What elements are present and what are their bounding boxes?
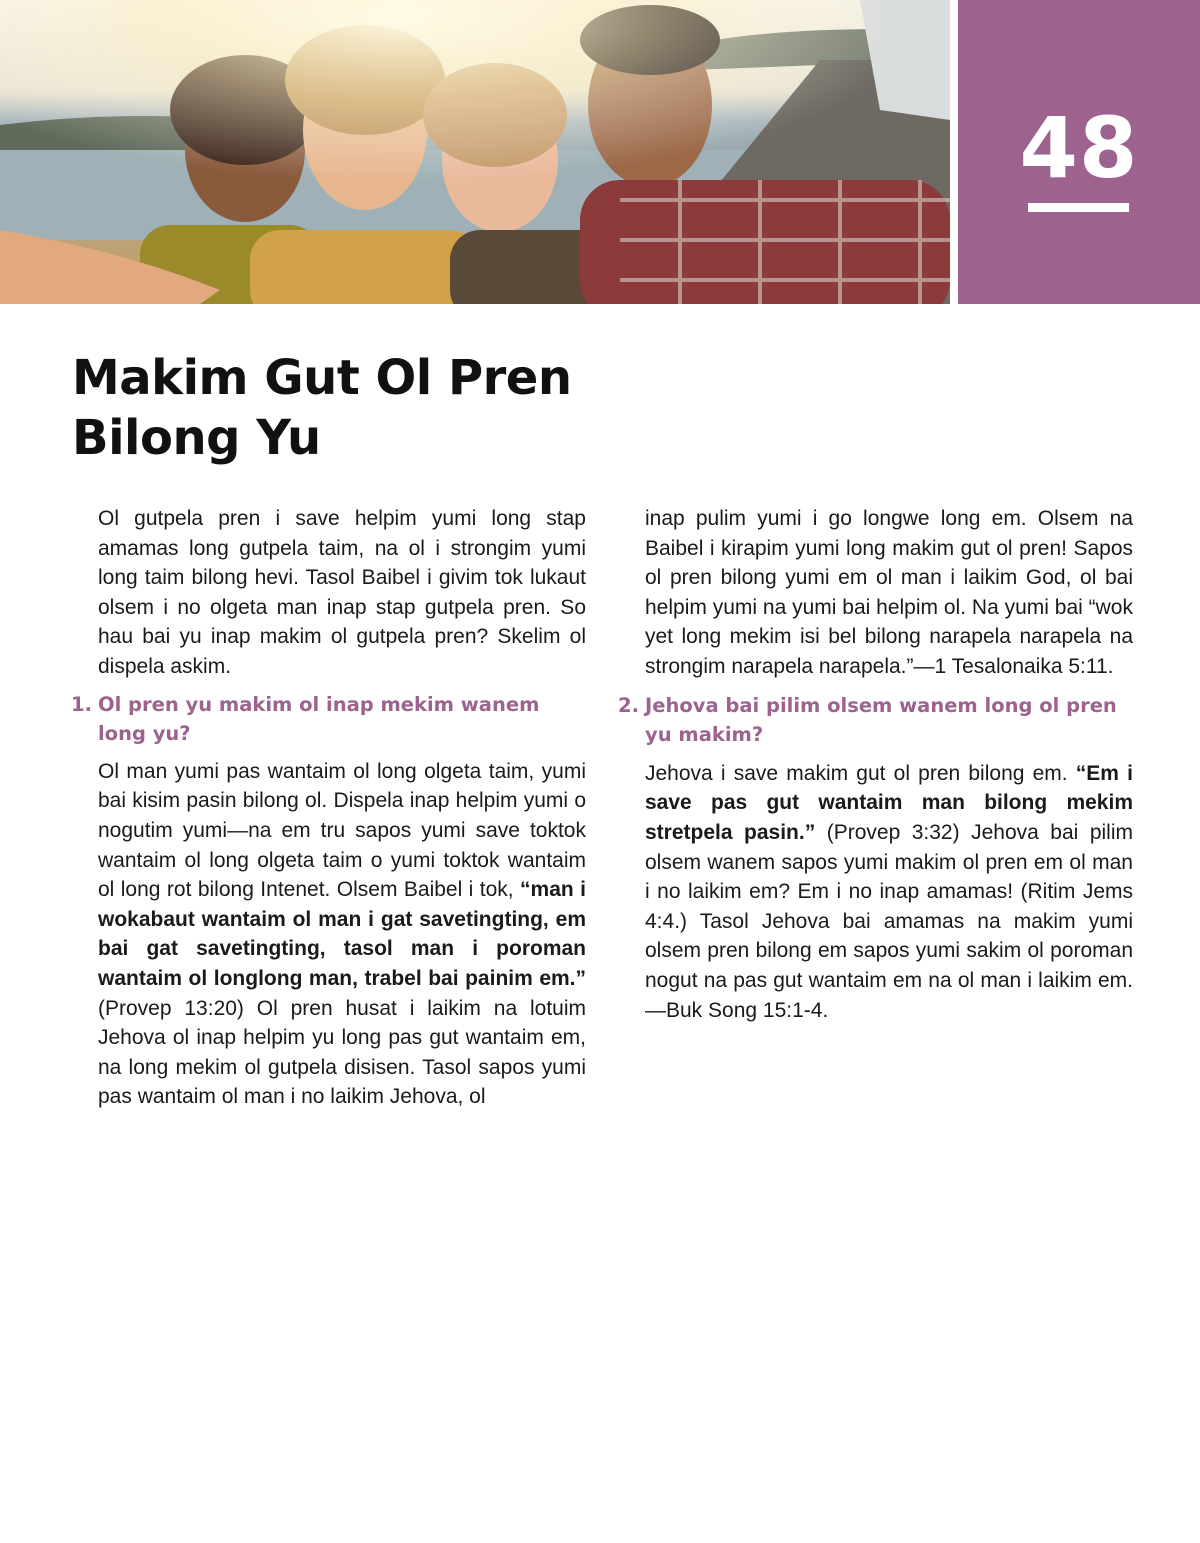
question-2-number: 2. bbox=[618, 693, 639, 717]
section-1-paragraph-continued: inap pulim yumi i go longwe long em. Olsem na Baibel i kirapim yumi long makim gut ol pren! Sapos ol pren bilong yumi em ol man i laikim God, ol bai helpim yumi na yumi bai helpim ol. Na yumi bai “wok yet long mekim isi bel bilong narapela narapela na strongim narapela narapela.”—1 Tesalonaika 5:11. bbox=[645, 507, 1133, 678]
section-2-text-b: (Provep 3:32) Jehova bai pilim olsem wanem sapos yumi makim ol pren em ol man i no laikim em? Em i no inap amamas! (Ritim Jems 4:4.) Tasol Jehova bai amamas na makim yumi olsem pren bilong em sapos yumi sakim ol poroman nogut na pas gut wantaim em na ol man i laikim em.—Buk Song 15:1-4. bbox=[645, 820, 1133, 1022]
section-2-scripture-quote: “Em i save pas gut wantaim man bilong mekim stretpela pasin.” bbox=[645, 761, 1133, 844]
section-2-text-a: Jehova i save makim gut ol pren bilong em. bbox=[645, 761, 1076, 785]
lesson-underline bbox=[1028, 203, 1129, 212]
question-2 bbox=[618, 691, 1133, 750]
header-photo bbox=[0, 0, 950, 304]
question-1-number: 1. bbox=[71, 692, 92, 716]
page-title bbox=[72, 348, 772, 468]
lesson-number-box bbox=[958, 0, 1200, 304]
lesson-number: 48 bbox=[1019, 99, 1139, 197]
section-2-paragraph bbox=[645, 759, 1133, 1025]
intro-paragraph: Ol gutpela pren i save helpim yumi long stap amamas long gutpela taim, na ol i strongim yumi long taim bilong hevi. Tasol Baibel i givim tok lukaut olsem i no olgeta man inap stap gutpela pren. So hau bai yu inap makim ol gutpela pren? Skelim ol dispela askim. bbox=[98, 507, 586, 678]
left-column bbox=[71, 504, 586, 1112]
question-1-text: Ol pren yu makim ol inap mekim wanem long yu? bbox=[98, 692, 540, 746]
title-line-2: Bilong Yu bbox=[72, 410, 321, 466]
section-1-paragraph bbox=[98, 757, 586, 1112]
section-1-scripture-quote: “man i wokabaut wantaim ol man i gat savetingting, em bai gat savetingting, tasol man i poroman wantaim ol longlong man, trabel bai painim em.” bbox=[98, 878, 586, 990]
right-column bbox=[618, 504, 1133, 1025]
friends-selfie-illustration bbox=[0, 0, 950, 304]
question-2-text: Jehova bai pilim olsem wanem long ol pren yu makim? bbox=[645, 693, 1117, 747]
section-1-text-a: Ol man yumi pas wantaim ol long olgeta taim, yumi bai kisim pasin bilong ol. Dispela inap helpim yumi o nogutim yumi—na em tru sapos yumi save toktok wantaim ol long olgeta taim o yumi toktok wantaim ol long rot bilong Intenet. Olsem Baibel i tok, bbox=[98, 759, 586, 902]
question-1 bbox=[71, 690, 586, 749]
section-1-text-b: (Provep 13:20) Ol pren husat i laikim na lotuim Jehova ol inap helpim yu long pas gut wantaim em, na long mekim ol gutpela disisen. Tasol sapos yumi pas wantaim ol man i no laikim Jehova, ol bbox=[98, 996, 586, 1109]
title-line-1: Makim Gut Ol Pren bbox=[72, 350, 572, 406]
